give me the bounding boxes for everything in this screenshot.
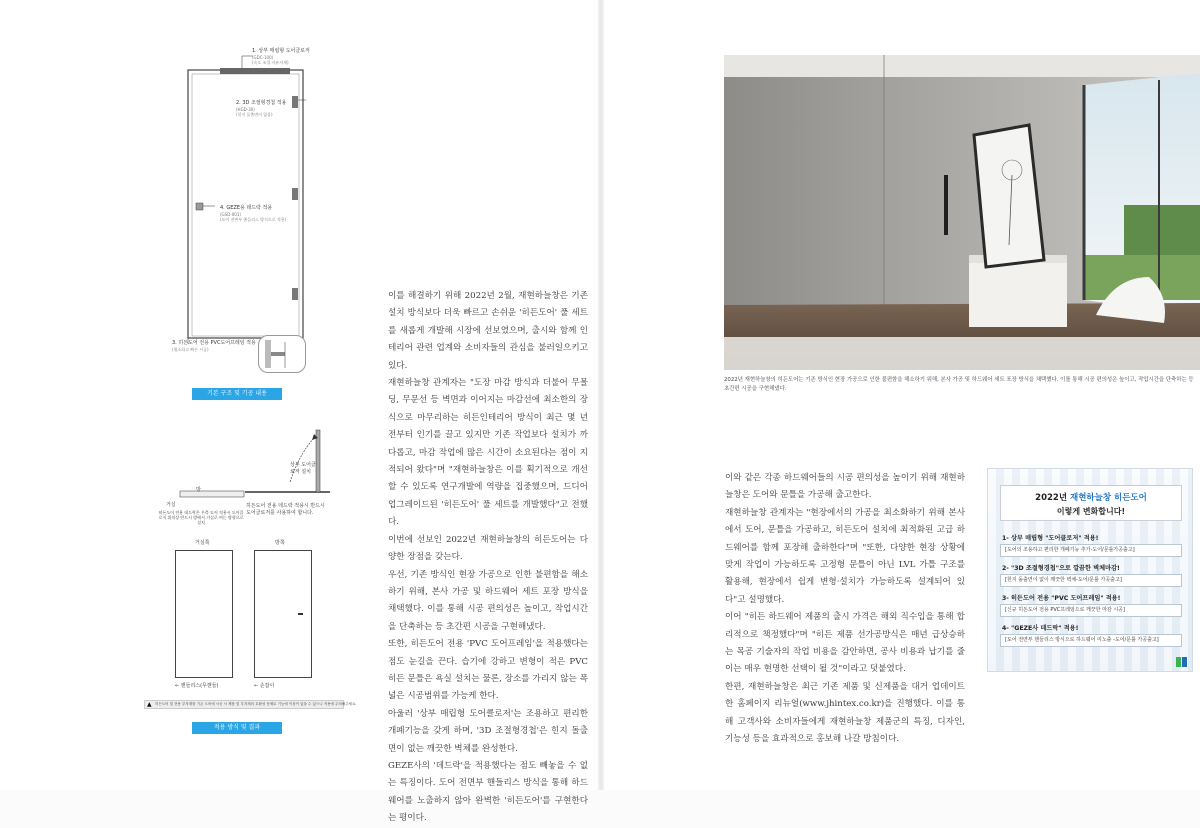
right-paragraph: 이와 같은 각종 하드웨어들의 시공 편의성을 높이기 위해 재현하늘창은 도어와 문틀을 가공해 출고한다. xyxy=(725,473,965,501)
warning-bar xyxy=(144,700,357,709)
box-title-line2: 이렇게 변화합니다! xyxy=(1056,507,1126,516)
frame-detail-inset xyxy=(258,335,306,373)
diagram-label-1-title: 1. 상부 매립형 도어클로저 xyxy=(252,48,310,54)
plan-room-label: 방 xyxy=(196,487,201,493)
diagram-label-4-note: (도어 전면부 핸들리스 방식으로 적용) xyxy=(220,216,287,222)
door-handle-icon xyxy=(298,613,303,615)
elev-left-title: 거실쪽 xyxy=(195,540,210,546)
elev-right-title: 방쪽 xyxy=(275,540,285,546)
box-item-head: 3- 히든도어 전용 "PVC 도어프레임" 적용! xyxy=(1002,595,1121,602)
middle-paragraph: 이를 해결하기 위해 2022년 2월, 재현하늘창은 기존 설치 방식보다 더욱 빠르고 손쉬운 '히든도어' 풀 세트를 새롭게 개발해 시장에 선보였으며, 출시와 함께 인테리어 관련 업계와 소비자들의 관심을 불러일으키고 있다. xyxy=(388,291,588,371)
elev-left-foot: ← 핸들리스(무핸들) xyxy=(175,683,219,689)
diagram-label-1 xyxy=(252,48,310,65)
box-item-desc: [신규 히든도어 전용 PVC프레임으로 깨끗한 마감 시공] xyxy=(1000,604,1182,617)
middle-paragraph: 우선, 기존 방식인 현장 가공으로 인한 불편함을 해소하기 위해, 본사 가공 및 하드웨어 세트 포장 방식을 채택했다. 이를 통해 시공 편의성은 높이고, 작업시간을 단축하는 등 초간편 시공을 구현해냈다. xyxy=(388,569,588,632)
diagram-label-4-sub: (GSD-001) xyxy=(220,211,241,217)
diagram-label-4 xyxy=(220,205,286,222)
elev-right-foot: ← 손잡이 xyxy=(254,683,275,689)
middle-text-column xyxy=(388,288,588,828)
diagram-label-1-sub: (GDC-100) xyxy=(252,54,274,60)
box-item-head: 4- "GEZE사 데드락" 적용! xyxy=(1002,625,1079,632)
diagram-label-3-title: 3. 히든도어 전용 PVC도어프레임 적용 xyxy=(172,340,256,346)
elevation-right-door xyxy=(254,550,312,678)
box-item-head: 1- 상부 매립형 "도어클로저" 적용! xyxy=(1002,535,1099,542)
plan-living-label: 거실 xyxy=(166,502,176,508)
change-summary-box xyxy=(987,468,1193,672)
right-text-column xyxy=(725,470,965,749)
box-item xyxy=(1000,563,1182,587)
box-item-desc: [힌지 돌출면이 없이 깨끗한 벽체-도어/문틀 가공출고] xyxy=(1000,574,1182,587)
middle-paragraph: 또한, 히든도어 전용 'PVC 도어프레임'을 적용했다는 점도 눈길을 끈다. 습기에 강하고 변형이 적은 PVC 히든 문틀은 욕실 설치는 물론, 장소를 가리지 않는 폭넓은 시공범위를 가능케 한다. xyxy=(388,639,588,702)
right-paragraph: 이어 "히든 하드웨어 제품의 출시 가격은 해외 직수입을 통해 합리적으로 책정했다"며 "히든 제품 선가공방식은 매년 급상승하는 목공 기술자의 작업 비용을 감안하면, 공사 비용과 납기를 줄이는 매우 현명한 선택이 될 것"이라고 덧붙였다. xyxy=(725,612,965,675)
plan-note: 히든도어 전용 데드락은 우측 도어 적용시 도어클로저 위치상 반드시 방에서 거실로 여는 방향으로 설치 xyxy=(158,510,244,526)
hidden-door-room-photo xyxy=(724,55,1200,370)
right-paragraph: 한편, 재현하늘창은 최근 기존 제품 및 신제품을 대거 업데이트한 홈페이지 리뉴얼(www.jhintex.co.kr)을 진행했다. 이를 통해 고객사와 소비자들에게 재현하늘창 제품군의 특징, 디자인, 기능성 등을 효과적으로 홍보해 나갈 방침이다. xyxy=(725,681,965,745)
room-illustration xyxy=(724,55,1200,370)
middle-paragraph: GEZE사의 '데드락'을 적용했다는 점도 빼놓을 수 없는 특징이다. 도어 전면부 핸들리스 방식을 통해 하드웨어를 노출하지 않아 완벽한 '히든도어'를 구현한다는 평이다. xyxy=(388,760,588,824)
box-item xyxy=(1000,593,1182,617)
diagram-label-4-title: 4. GEZE용 데드락 적용 xyxy=(220,205,273,211)
page-gutter xyxy=(598,0,604,790)
arrow-note-2: 히든도어 전용 데드락 적용시 반드시 도어클로저를 사용하여 합니다. xyxy=(246,503,325,516)
arrow-note-1: 상부 도어클로저 설치 xyxy=(290,462,316,475)
right-paragraph: 재현하늘창 관계자는 "현장에서의 가공을 최소화하기 위해 본사에서 도어, 문틀을 가공하고, 히든도어 설치에 최적화된 고급 하드웨어를 함께 포장해 출하한다"며 "또한, 다양한 현장 상황에 맞게 작업이 가능하도록 고정형 문틀이 아닌 LVL 가틀 구조를 활용해, 현장에서 쉽게 변형·설치가 가능하도록 설계되어 있다"고 설명했다. xyxy=(725,507,965,605)
box-title xyxy=(1000,485,1182,521)
box-item-head: 2- "3D 조절형경첩"으로 깔끔한 벽체마감! xyxy=(1002,565,1120,572)
diagram-label-3-note: (협소하고 빠른 시공) xyxy=(172,346,209,352)
middle-paragraph: 아울러 '상부 매립형 도어클로저'는 조용하고 편리한 개폐기능을 갖게 하며, '3D 조절형경첩'은 힌지 돌출면이 없는 깨끗한 벽체를 완성한다. xyxy=(388,708,588,754)
middle-paragraph: 이번에 선보인 2022년 재현하늘창의 히든도어는 다양한 장점을 갖는다. xyxy=(388,534,588,563)
elevation-left-door xyxy=(175,550,233,678)
diagram-label-1-note: (속도 조절 자유자재) xyxy=(252,59,289,65)
diagram-label-2 xyxy=(236,100,286,117)
diagram-label-2-title: 2. 3D 조절형경첩 적용 xyxy=(236,100,287,106)
box-item-desc: [도어 전면부 핸들리스 방식으로 하드웨어 미노출 -도어/문틀 가공출고] xyxy=(1000,634,1182,647)
middle-paragraph: 재현하늘창 관계자는 "도장 마감 방식과 더불어 무몰딩, 무문선 등 벽면과 이어지는 마감선에 최소한의 장식으로 마무리하는 히든인테리어 방식이 최근 몇 년 전부터 인기를 끌고 있지만 기존 작업보다 설치가 까다롭고, 마감 작업에 많은 시간이 소요된다는 점이 지적되어 왔다"며 "재현하늘창은 이를 획기적으로 개선할 수 있도록 연구개발에 역량을 집중했으며, 드디어 업그레이드된 '히든도어' 풀 세트를 개발했다"고 전했다. xyxy=(388,378,588,528)
diagram-bottom-caption: 적용 방식 및 결과 xyxy=(192,722,282,734)
box-item xyxy=(1000,533,1182,557)
diagram-label-2-sub: (HGD-30) xyxy=(236,106,255,112)
diagram-top-caption: 기본 구조 및 기공 내용 xyxy=(192,388,282,400)
box-title-line1 xyxy=(1001,491,1181,503)
diagram-label-3 xyxy=(172,340,256,352)
diagram-label-2-note: (힌지 돌출면이 없음) xyxy=(236,111,273,117)
box-item xyxy=(1000,623,1182,647)
warning-text: 히든도어 및 전용 부자재를 기존 도어에 시공 시 제품 및 부자재의 호환성 문제로 기능에 이상이 있을 수 있으니 적용에 주의해주세요. xyxy=(155,702,357,706)
brand-logo-icon xyxy=(1176,657,1188,667)
warning-icon: ▲ xyxy=(147,701,152,708)
box-title-year: 2022년 xyxy=(1035,493,1070,503)
box-item-desc: [도어의 조용하고 편리한 개폐기능 추가-도어/문틀가공출고] xyxy=(1000,544,1182,557)
photo-caption: 2022년 재현하늘창의 히든도어는 기존 방식인 현장 가공으로 인한 불편함을 해소하기 위해, 본사 가공 및 하드웨어 세트 포장 방식을 채택했다. 이를 통해 시공 편의성은 높이고, 작업시간을 단축하는 등 초간편 시공을 구현해냈다. xyxy=(724,377,1194,392)
box-title-brand: 재현하늘창 히든도어 xyxy=(1069,493,1147,503)
